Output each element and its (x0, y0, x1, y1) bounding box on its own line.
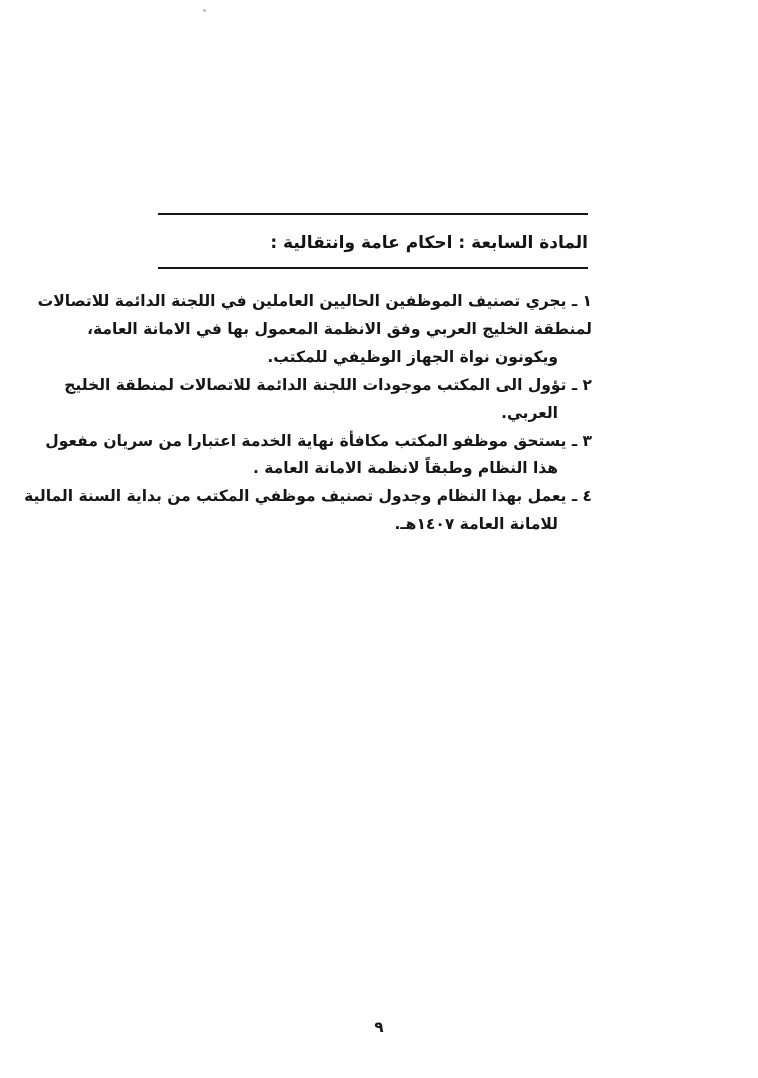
list-item-3 (45, 428, 592, 484)
text-line: العربي. (501, 403, 558, 422)
heading-rule-top (158, 213, 588, 215)
heading-rule-bottom (158, 267, 588, 269)
text-line: لمنطقة الخليج العربي وفق الانظمة المعمول بها في الامانة العامة، (87, 319, 592, 338)
text-line: هذا النظام وطبقاً لانظمة الامانة العامة . (253, 459, 558, 478)
text-line: للامانة العامة ١٤٠٧هـ. (394, 515, 558, 534)
text-line: ٢ ـ تؤول الى المكتب موجودات اللجنة الدائمة للاتصالات لمنطقة الخليج (64, 375, 592, 394)
text-line: ٤ ـ يعمل بهذا النظام وجدول تصنيف موظفي المكتب من بداية السنة المالية (24, 487, 592, 506)
article-body (24, 288, 592, 539)
list-item-1 (37, 288, 592, 372)
list-item-2 (64, 372, 592, 428)
article-heading: المادة السابعة : احكام عامة وانتقالية : (270, 233, 588, 253)
text-line: ٣ ـ يستحق موظفو المكتب مكافأة نهاية الخدمة اعتبارا من سريان مفعول (45, 431, 592, 450)
text-line: ١ ـ يجري تصنيف الموظفين الحاليين العاملين في اللجنة الدائمة للاتصالات (37, 292, 592, 310)
list-item-4 (24, 483, 592, 539)
page-number: ٩ (374, 1018, 384, 1036)
text-line: ويكونون نواة الجهاز الوظيفي للمكتب. (267, 347, 558, 366)
scan-artifact-dot (203, 9, 206, 12)
